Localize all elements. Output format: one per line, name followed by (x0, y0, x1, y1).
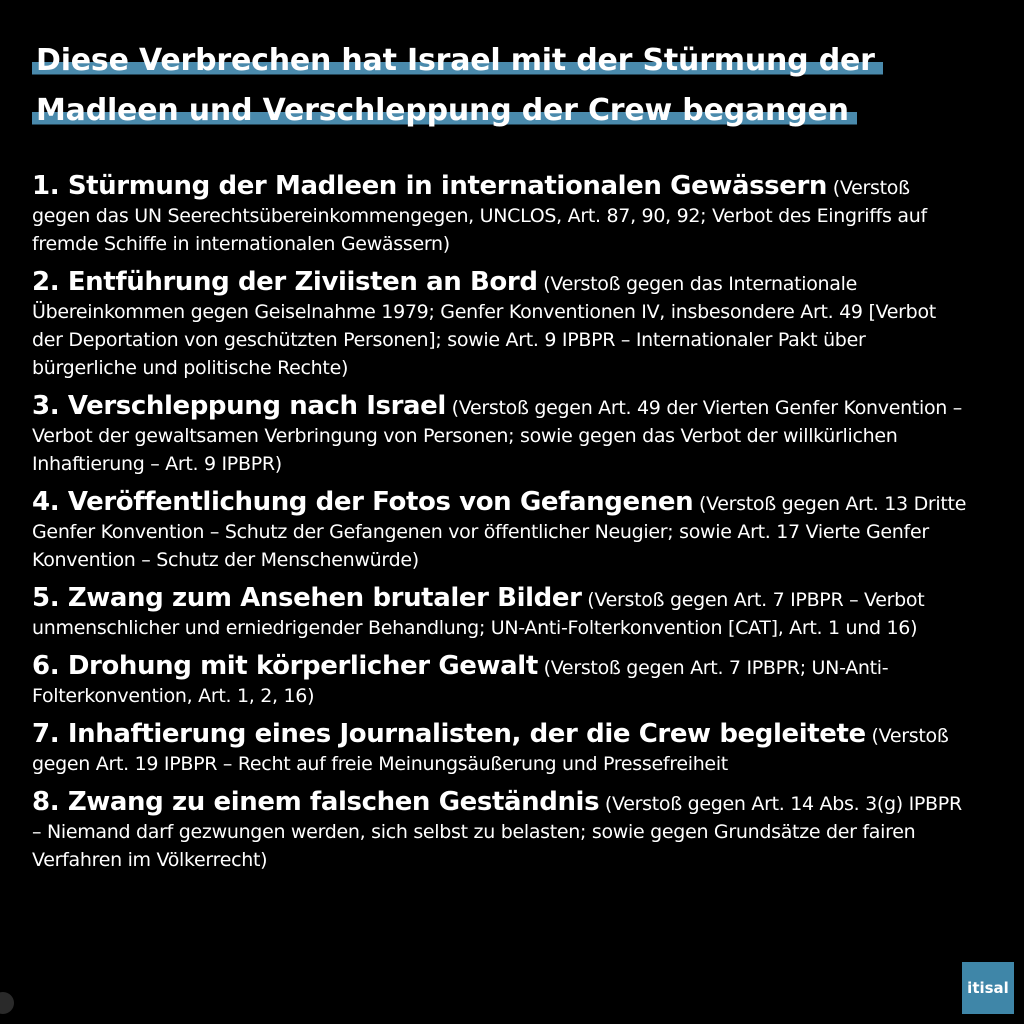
list-item (32, 268, 972, 382)
list-item (32, 652, 972, 710)
violations-list (32, 172, 972, 884)
item-heading: 2. Entführung der Ziviisten an Bord (32, 267, 538, 297)
item-body: (Verstoß gegen das Internationale Übereinkommen gegen Geiselnahme 1979; Genfer Konventionen IV, insbesondere Art. 49 [Verbot der Deportation von geschützten Personen]; sowie Art. 9 IPBPR – Internationaler Pakt über bürgerliche und politische Rechte) (32, 273, 936, 379)
item-heading: 4. Veröffentlichung der Fotos von Gefangenen (32, 487, 694, 517)
itisal-logo (962, 962, 1014, 1014)
list-item (32, 584, 972, 642)
item-body: (Verstoß gegen Art. 49 der Vierten Genfer Konvention – Verbot der gewaltsamen Verbringung von Personen; sowie gegen das Verbot der willkürlichen Inhaftierung – Art. 9 IPBPR) (32, 397, 962, 475)
item-heading: 1. Stürmung der Madleen in internationalen Gewässern (32, 171, 828, 201)
item-heading: 5. Zwang zum Ansehen brutaler Bilder (32, 583, 582, 613)
page-title (32, 36, 992, 136)
item-body: (Verstoß gegen Art. 7 IPBPR – Verbot unmenschlicher und erniedrigender Behandlung; UN-Anti-Folterkonvention [CAT], Art. 1 und 16) (32, 589, 925, 639)
list-item (32, 488, 972, 574)
logo-text: itisal (967, 979, 1009, 997)
item-body: (Verstoß gegen Art. 7 IPBPR; UN-Anti-Folterkonvention, Art. 1, 2, 16) (32, 657, 889, 707)
item-body: (Verstoß gegen das UN Seerechtsübereinkommengegen, UNCLOS, Art. 87, 90, 92; Verbot des Eingriffs auf fremde Schiffe in internationalen Gewässern) (32, 177, 927, 255)
item-heading: 8. Zwang zu einem falschen Geständnis (32, 787, 600, 817)
list-item (32, 788, 972, 874)
item-body: (Verstoß gegen Art. 13 Dritte Genfer Konvention – Schutz der Gefangenen vor öffentlicher Neugier; sowie Art. 17 Vierte Genfer Konvention – Schutz der Menschenwürde) (32, 493, 967, 571)
item-heading: 3. Verschleppung nach Israel (32, 391, 446, 421)
list-item (32, 720, 972, 778)
circle-icon (0, 992, 14, 1014)
list-item (32, 172, 972, 258)
title-line-1: Diese Verbrechen hat Israel mit der Stürmung der (32, 43, 883, 78)
item-body: (Verstoß gegen Art. 19 IPBPR – Recht auf freie Meinungsäußerung und Pressefreiheit (32, 725, 949, 775)
item-heading: 6. Drohung mit körperlicher Gewalt (32, 651, 538, 681)
item-heading: 7. Inhaftierung eines Journalisten, der die Crew begleitete (32, 719, 866, 749)
title-line-2: Madleen und Verschleppung der Crew begangen (32, 93, 857, 128)
list-item (32, 392, 972, 478)
item-body: (Verstoß gegen Art. 14 Abs. 3(g) IPBPR – Niemand darf gezwungen werden, sich selbst zu belasten; sowie gegen Grundsätze der fairen Verfahren im Völkerrecht) (32, 793, 962, 871)
